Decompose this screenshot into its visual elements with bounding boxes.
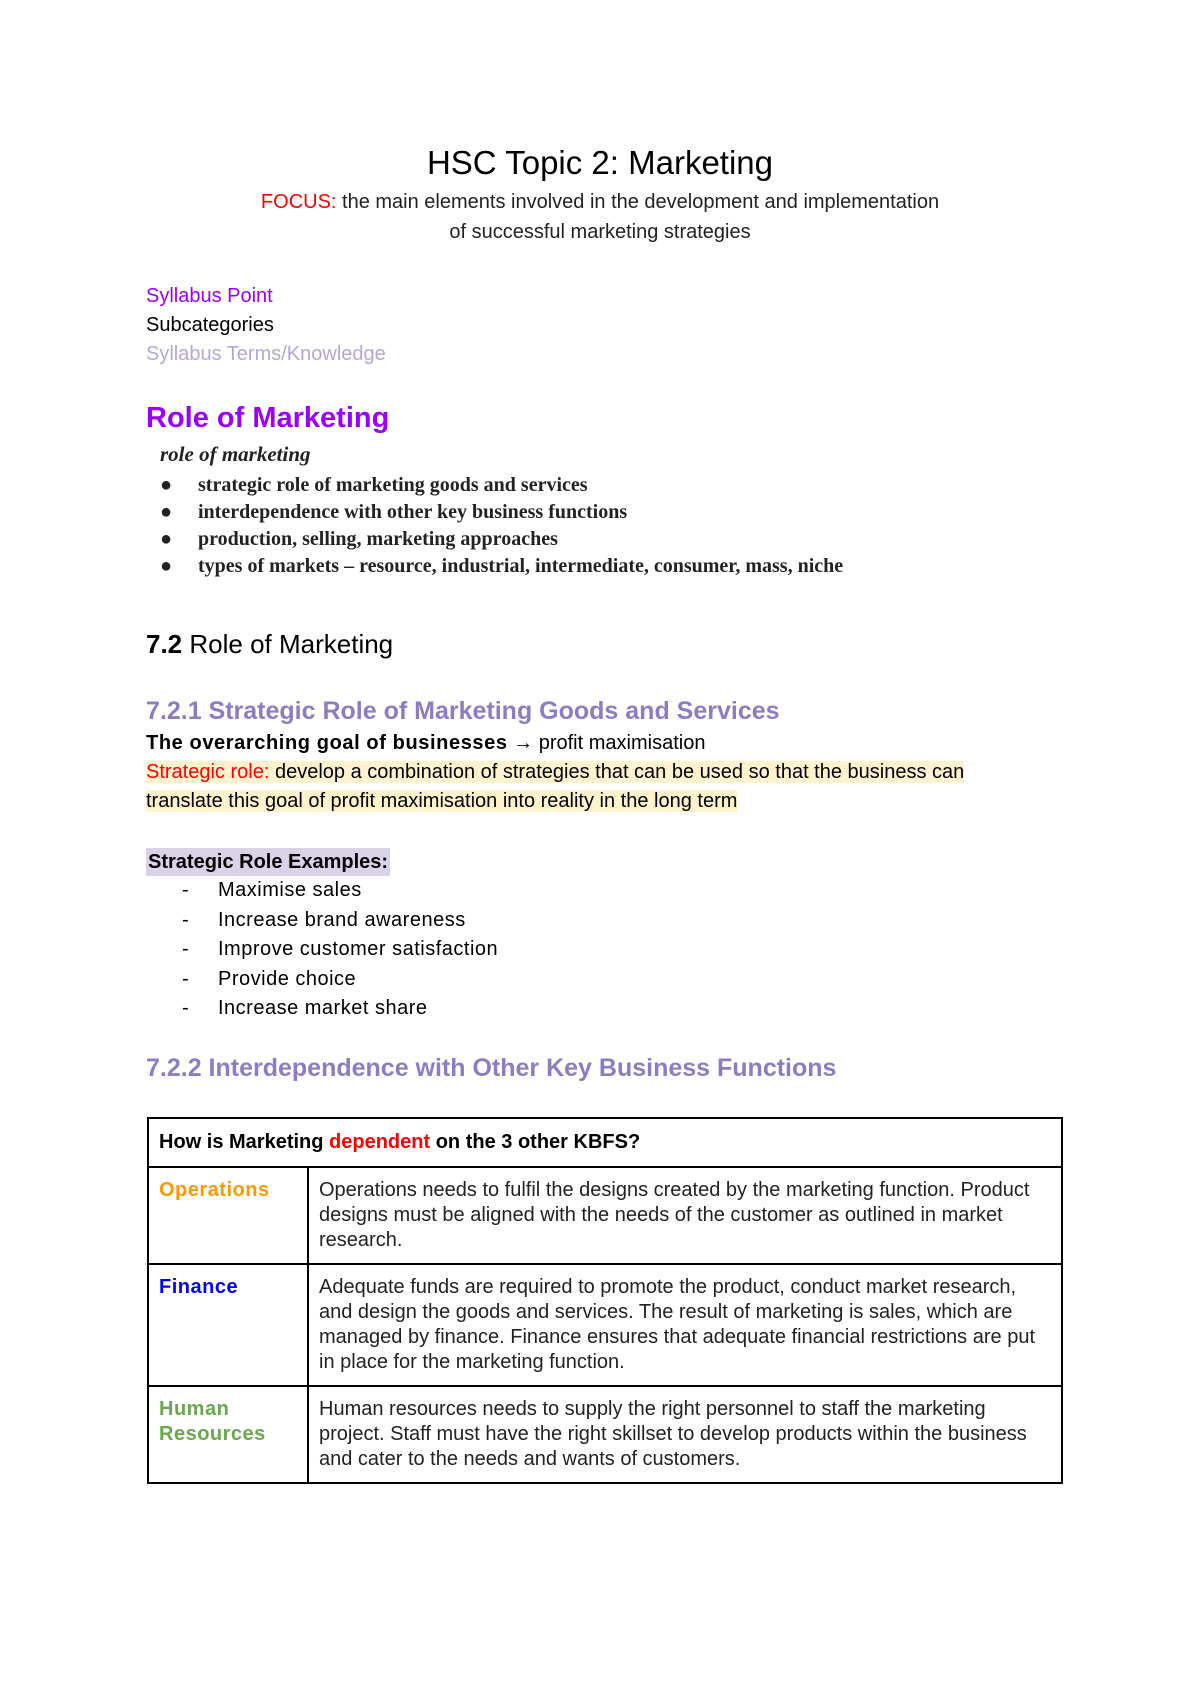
focus-text-2: of successful marketing strategies bbox=[449, 221, 751, 243]
list-item: - Maximise sales bbox=[182, 879, 362, 901]
strategic-role-text-1: develop a combination of strategies that can be used so that the business can bbox=[269, 761, 965, 783]
bullet-icon: ● bbox=[160, 474, 173, 496]
legend-subcategories: Subcategories bbox=[146, 314, 274, 336]
examples-title: Strategic Role Examples: bbox=[146, 848, 390, 876]
subheading-7-2-1: 7.2.1 Strategic Role of Marketing Goods and Services bbox=[146, 697, 780, 725]
goal-rest: → profit maximisation bbox=[507, 732, 706, 754]
bullet-icon: ● bbox=[160, 528, 173, 550]
syllabus-excerpt-heading: role of marketing bbox=[160, 442, 311, 466]
page-title: HSC Topic 2: Marketing bbox=[426, 144, 774, 181]
focus-label: FOCUS: bbox=[260, 191, 337, 213]
table-row bbox=[148, 1167, 1062, 1264]
table-header-cell: How is Marketing dependent on the 3 other KBFS? bbox=[148, 1118, 1062, 1167]
table-header-row bbox=[148, 1118, 1062, 1167]
strategic-role-text-2: translate this goal of profit maximisation into reality in the long term bbox=[146, 790, 738, 812]
legend-syllabus-terms: Syllabus Terms/Knowledge bbox=[146, 343, 386, 365]
kbf-table bbox=[147, 1117, 1063, 1484]
list-item: - Increase market share bbox=[182, 997, 428, 1019]
list-item: ● strategic role of marketing goods and services bbox=[146, 472, 906, 499]
description-cell: Human resources needs to supply the right personnel to staff the marketing project. Staff must have the right skillset to develop products within the business and cater to the needs and wants of customers. bbox=[308, 1386, 1062, 1483]
table-row bbox=[148, 1386, 1062, 1483]
function-cell-operations: Operations bbox=[148, 1167, 308, 1264]
list-item: - Provide choice bbox=[182, 967, 357, 990]
goal-line bbox=[146, 729, 705, 758]
examples-list bbox=[178, 876, 498, 1024]
table-row bbox=[148, 1264, 1062, 1386]
description-cell: Operations needs to fulfil the designs created by the marketing function. Product designs must be aligned with the needs of the customer as outlined in market research. bbox=[308, 1167, 1062, 1264]
section-number: 7.2 bbox=[146, 629, 183, 659]
function-cell-finance: Finance bbox=[148, 1264, 308, 1386]
syllabus-excerpt bbox=[146, 440, 906, 580]
focus-text-1: the main elements involved in the development and implementation bbox=[336, 191, 940, 213]
bullet-icon: ● bbox=[160, 555, 173, 577]
section-heading-role-of-marketing: Role of Marketing bbox=[146, 402, 390, 434]
section-heading-7-2 bbox=[146, 627, 393, 661]
function-cell-human-resources: Human Resources bbox=[148, 1386, 308, 1483]
bullet-icon: ● bbox=[160, 501, 173, 523]
subheading-7-2-2: 7.2.2 Interdependence with Other Key Business Functions bbox=[146, 1054, 837, 1082]
list-item: - Increase brand awareness bbox=[182, 908, 466, 931]
strategic-role-paragraph bbox=[146, 758, 1066, 816]
syllabus-excerpt-list bbox=[146, 472, 906, 580]
list-item: ● interdependence with other key business functions bbox=[146, 499, 906, 526]
focus-line-1 bbox=[0, 188, 1200, 216]
legend-syllabus-point: Syllabus Point bbox=[146, 285, 273, 307]
strategic-role-label: Strategic role: bbox=[146, 761, 270, 783]
dependent-highlight: dependent bbox=[329, 1131, 431, 1153]
list-item: ● types of markets – resource, industrial, intermediate, consumer, mass, niche bbox=[146, 553, 906, 580]
list-item: ● production, selling, marketing approaches bbox=[146, 526, 906, 553]
section-title: Role of Marketing bbox=[182, 629, 394, 659]
description-cell: Adequate funds are required to promote the product, conduct market research, and design the goods and services. The result of marketing is sales, which are managed by finance. Finance ensures that adequate financial restrictions are put in place for the marketing function. bbox=[308, 1264, 1062, 1386]
list-item: - Improve customer satisfaction bbox=[182, 938, 499, 960]
goal-bold: The overarching goal of businesses bbox=[146, 732, 508, 754]
